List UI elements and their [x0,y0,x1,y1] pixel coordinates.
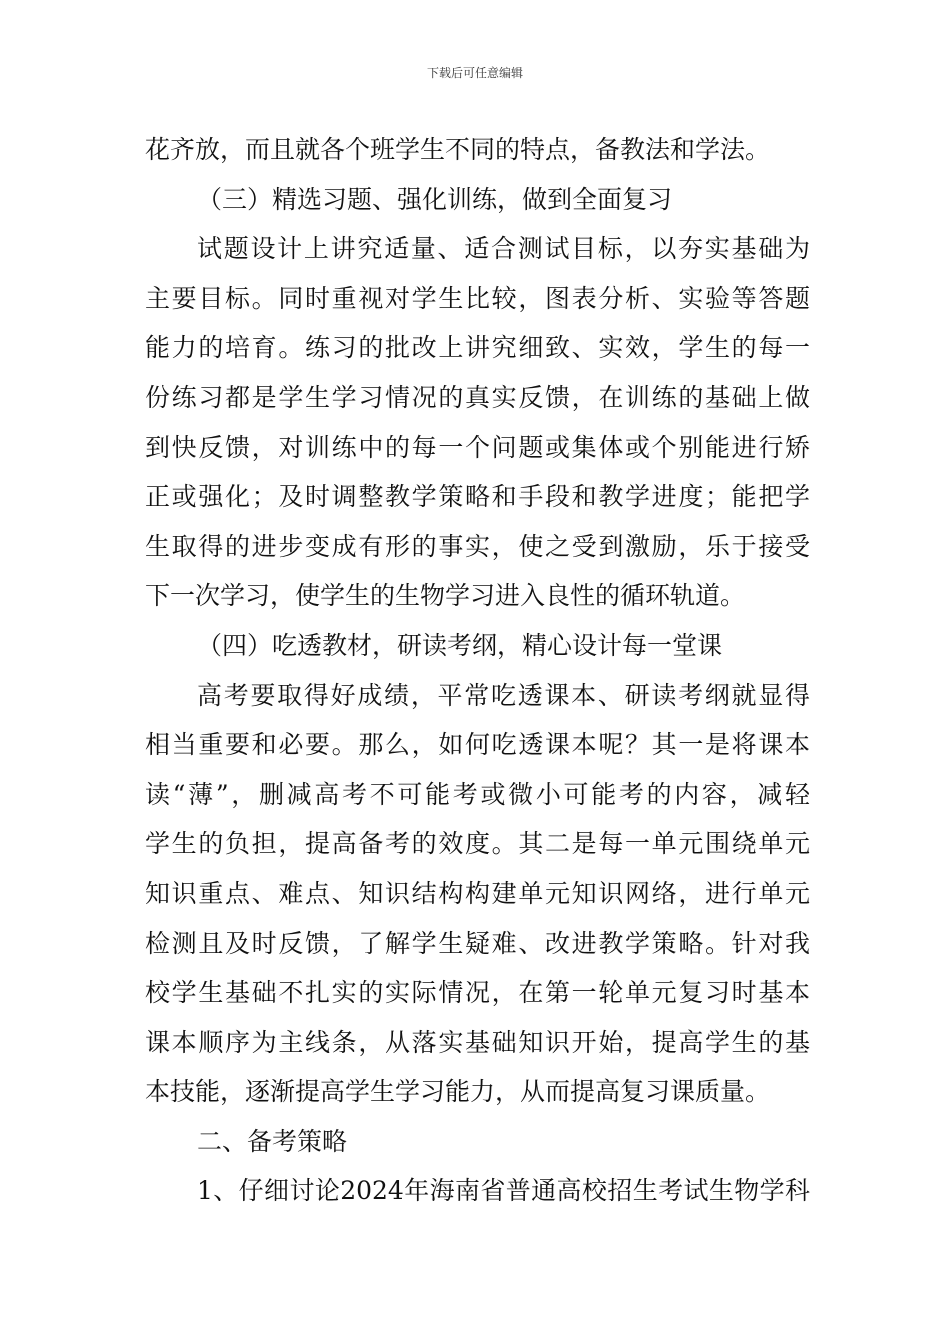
paragraph-line: 份练习都是学生学习情况的真实反馈，在训练的基础上做 [145,382,810,412]
paragraph-line: 本技能，逐渐提高学生学习能力，从而提高复习课质量。 [145,1077,771,1107]
paragraph-line: 下一次学习，使学生的生物学习进入良性的循环轨道。 [145,581,746,611]
paragraph-line: 校学生基础不扎实的实际情况，在第一轮单元复习时基本 [145,978,810,1008]
paragraph-line: 1、仔细讨论2024年海南省普通高校招生考试生物学科 [197,1176,810,1206]
paragraph-line: 正或强化；及时调整教学策略和手段和教学进度；能把学 [145,482,810,512]
paragraph-line: 相当重要和必要。那么，如何吃透课本呢？其一是将课本 [145,730,810,760]
document-body [145,125,810,1216]
paragraph-line: 花齐放，而且就各个班学生不同的特点，备教法和学法。 [145,135,771,164]
section-heading: 二、备考策略 [197,1126,348,1156]
paragraph-line: 试题设计上讲究适量、适合测试目标，以夯实基础为 [197,234,810,264]
section-heading: （四）吃透教材，研读考纲，精心设计每一堂课 [197,630,723,660]
paragraph-line: 检测且及时反馈，了解学生疑难、改进教学策略。针对我 [145,928,810,958]
page-header: 下载后可任意编辑 [426,66,523,80]
paragraph-line: 到快反馈，对训练中的每一个问题或集体或个别能进行矫 [145,432,810,462]
section-heading: （三）精选习题、强化训练，做到全面复习 [197,184,673,214]
paragraph-line: 学生的负担，提高备考的效度。其二是每一单元围绕单元 [145,829,810,859]
paragraph-line: 课本顺序为主线条，从落实基础知识开始，提高学生的基 [145,1027,810,1057]
paragraph-line: 主要目标。同时重视对学生比较，图表分析、实验等答题 [145,283,810,313]
paragraph-line: 知识重点、难点、知识结构构建单元知识网络，进行单元 [145,878,810,908]
paragraph-line: 读“薄”，删减高考不可能考或微小可能考的内容，减轻 [145,779,810,809]
paragraph-line: 生取得的进步变成有形的事实，使之受到激励，乐于接受 [145,531,810,561]
paragraph-line: 高考要取得好成绩，平常吃透课本、研读考纲就显得 [197,680,810,710]
paragraph-line: 能力的培育。练习的批改上讲究细致、实效，学生的每一 [145,333,810,363]
